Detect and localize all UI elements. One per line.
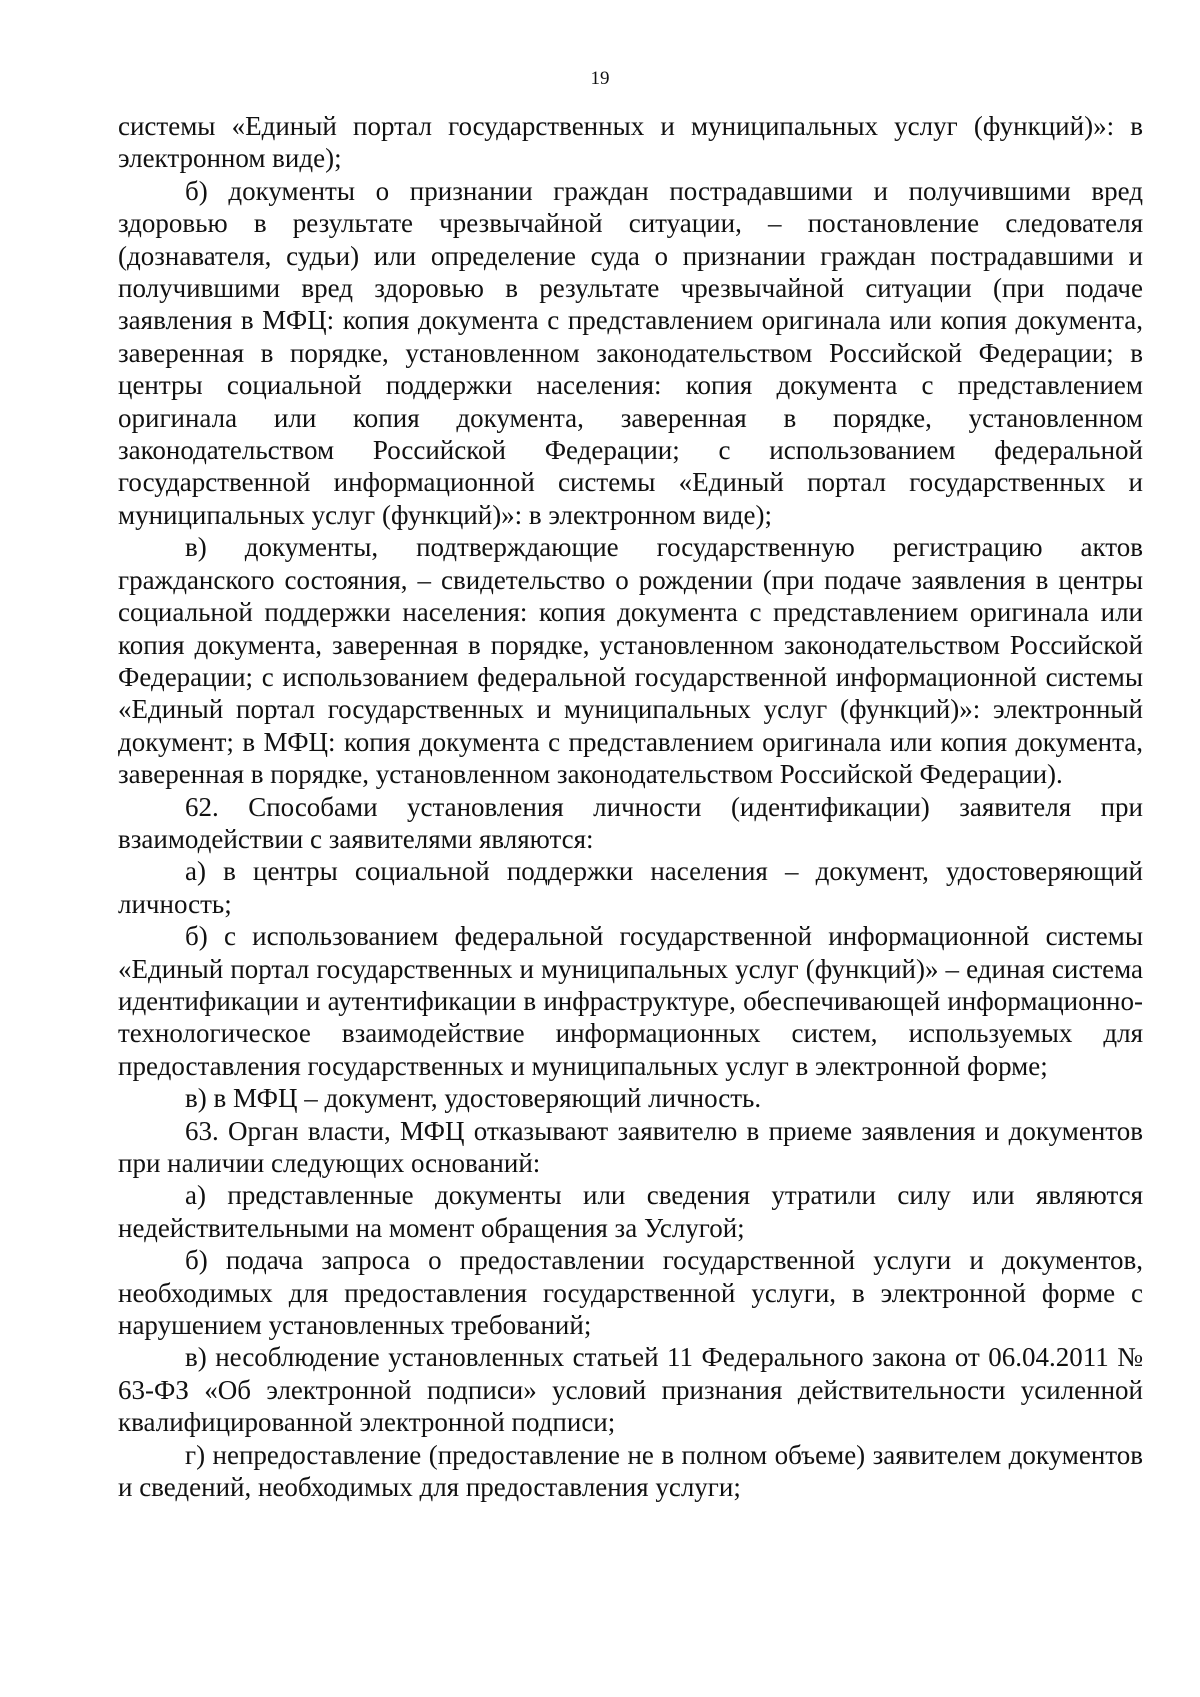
paragraph-clause-63-item-b: б) подача запроса о предоставлении государственной услуги и документов, необходимых для предоставления государственной услуги, в электронной форме с нарушением установленных требований; bbox=[118, 1245, 1143, 1341]
page-number: 19 bbox=[590, 68, 610, 89]
paragraph-clause-62: 62. Способами установления личности (идентификации) заявителя при взаимодействии с заявителями являются: bbox=[118, 791, 1143, 854]
paragraph-continuation: системы «Единый портал государственных и муниципальных услуг (функций)»: в электронном виде); bbox=[118, 111, 1143, 174]
paragraph-clause-62-item-v: в) в МФЦ – документ, удостоверяющий личность. bbox=[185, 1083, 762, 1114]
paragraph-item-v-civil-registration: в) документы, подтверждающие государственную регистрацию актов гражданского состояния, – свидетельство о рождении (при подаче заявления в центры социальной поддержки населения: копия документа с представлением оригинала или копия документа, заверенная в порядке, установленном законодательством Российской Федерации; с использованием федеральной государственной информационной системы «Единый портал государственных и муниципальных услуг (функций)»: электронный документ; в МФЦ: копия документа с представлением оригинала или копия документа, заверенная в порядке, установленном законодательством Российской Федерации). bbox=[118, 532, 1143, 790]
paragraph-clause-63-item-g: г) непредоставление (предоставление не в полном объеме) заявителем документов и сведений, необходимых для предоставления услуги; bbox=[118, 1439, 1143, 1503]
paragraph-clause-63: 63. Орган власти, МФЦ отказывают заявителю в приеме заявления и документов при наличии следующих оснований: bbox=[118, 1115, 1143, 1178]
paragraph-clause-63-item-v: в) несоблюдение установленных статьей 11 Федерального закона от 06.04.2011 № 63-ФЗ «Об электронной подписи» условий признания действительности усиленной квалифицированной электронной подписи; bbox=[118, 1342, 1143, 1438]
paragraph-item-b-victim-documents: б) документы о признании граждан пострадавшими и получившими вред здоровью в результате чрезвычайной ситуации, – постановление следователя (дознавателя, судьи) или определение суда о признании граждан пострадавшими и получившими вред здоровью в результате чрезвычайной ситуации (при подаче заявления в МФЦ: копия документа с представлением оригинала или копия документа, заверенная в порядке, установленном законодательством Российской Федерации; в центры социальной поддержки населения: копия документа с представлением оригинала или копия документа, заверенная в порядке, установленном законодательством Российской Федерации; с использованием федеральной государственной информационной системы «Единый портал государственных и муниципальных услуг (функций)»: в электронном виде); bbox=[118, 175, 1143, 530]
document-body bbox=[118, 110, 1143, 1503]
paragraph-clause-62-item-a: а) в центры социальной поддержки населения – документ, удостоверяющий личность; bbox=[118, 856, 1143, 919]
paragraph-clause-63-item-a: а) представленные документы или сведения утратили силу или являются недействительными на момент обращения за Услугой; bbox=[118, 1180, 1143, 1243]
paragraph-clause-62-item-b: б) с использованием федеральной государственной информационной системы «Единый портал государственных и муниципальных услуг (функций)» – единая система идентификации и аутентификации в инфраструктуре, обеспечивающей информационно-технологическое взаимодействие информационных систем, используемых для предоставления государственных и муниципальных услуг в электронной форме; bbox=[118, 921, 1143, 1081]
